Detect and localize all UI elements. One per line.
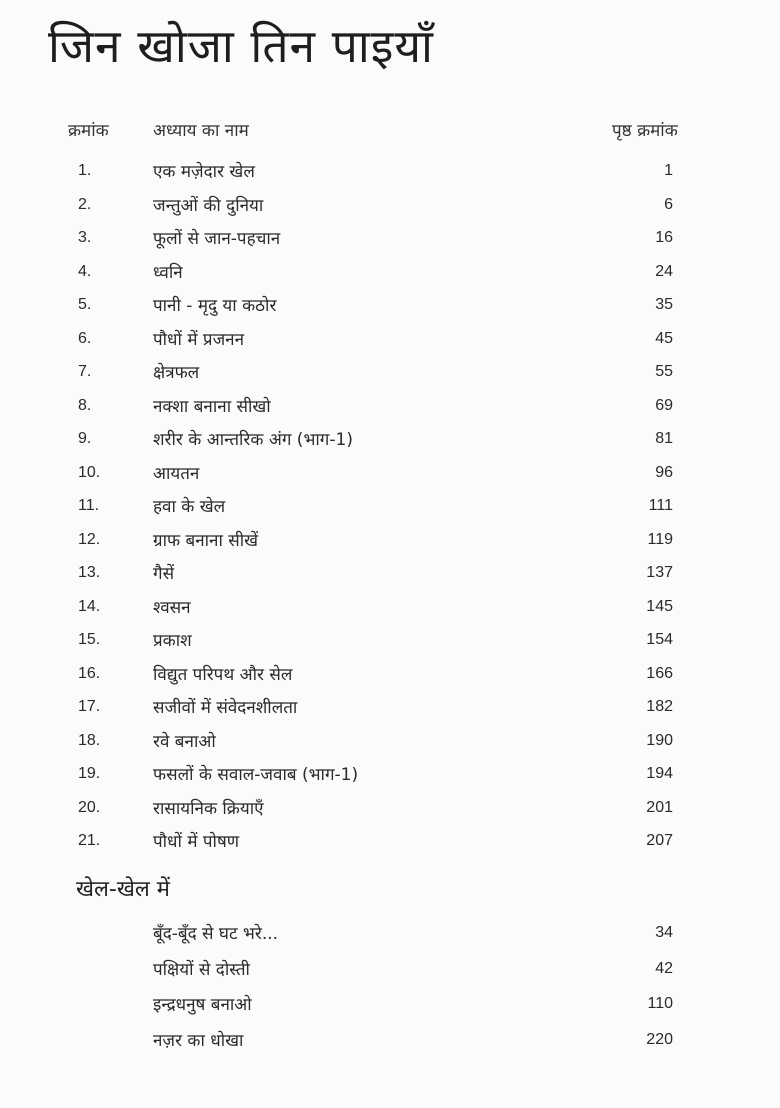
chapter-number: 9. <box>78 430 92 447</box>
chapter-name: फसलों के सवाल-जवाब (भाग-1) <box>153 765 359 785</box>
toc-row <box>0 989 780 1025</box>
chapter-name: सजीवों में संवेदनशीलता <box>153 698 298 718</box>
page-number: 220 <box>646 1030 673 1048</box>
chapter-number: 21. <box>78 832 101 849</box>
section-list <box>0 918 780 1060</box>
toc-row <box>0 625 780 659</box>
chapter-number: 3. <box>78 229 92 246</box>
page-number: 111 <box>648 497 673 514</box>
item-name: बूँद-बूँद से घट भरे... <box>153 924 279 944</box>
toc-row <box>0 759 780 793</box>
chapter-number: 13. <box>78 564 101 581</box>
item-name: नज़र का धोखा <box>153 1030 244 1051</box>
chapter-name: श्वसन <box>153 597 191 618</box>
page-title: जिन खोजा तिन पाइयाँ <box>48 19 434 73</box>
chapter-name: फूलों से जान-पहचान <box>153 229 281 249</box>
chapter-number: 8. <box>78 396 92 414</box>
toc-row <box>0 525 780 559</box>
chapter-number: 5. <box>78 296 92 313</box>
chapter-number: 14. <box>78 597 101 615</box>
chapter-name: पानी - मृदु या कठोर <box>153 296 277 316</box>
page-number: 207 <box>646 832 673 849</box>
page-number: 96 <box>655 463 673 481</box>
toc-row <box>0 1025 780 1061</box>
header-serial: क्रमांक <box>68 121 109 141</box>
toc-row <box>0 726 780 760</box>
chapter-name: रासायनिक क्रियाएँ <box>153 798 264 819</box>
page-number: 45 <box>655 329 673 347</box>
chapter-number: 10. <box>78 463 101 481</box>
section-title: खेल-खेल में <box>76 877 170 902</box>
header-chapter: अध्याय का नाम <box>153 121 249 141</box>
chapter-number: 11. <box>78 497 100 514</box>
chapter-name: विद्युत परिपथ और सेल <box>153 664 293 685</box>
chapter-number: 17. <box>78 698 101 715</box>
chapter-number: 15. <box>78 631 101 648</box>
item-name: इन्द्रधनुष बनाओ <box>153 995 252 1015</box>
toc-row <box>0 954 780 990</box>
chapter-number: 16. <box>78 664 101 682</box>
page-number: 69 <box>655 396 673 414</box>
toc-row <box>0 458 780 492</box>
toc-row <box>0 190 780 224</box>
toc-row <box>0 324 780 358</box>
toc-header <box>0 118 780 144</box>
chapter-number: 20. <box>78 798 101 816</box>
chapter-name: क्षेत्रफल <box>153 363 200 383</box>
chapter-name: पौधों में पोषण <box>153 832 240 852</box>
page-number: 154 <box>646 631 673 648</box>
chapter-name: गैसें <box>153 564 175 584</box>
page-number: 55 <box>655 363 673 380</box>
toc-row <box>0 223 780 257</box>
chapter-name: आयतन <box>153 463 200 484</box>
chapter-name: नक्शा बनाना सीखो <box>153 396 271 417</box>
page-number: 137 <box>646 564 673 581</box>
chapter-name: जन्तुओं की दुनिया <box>153 195 264 216</box>
page-number: 34 <box>655 924 673 941</box>
item-name: पक्षियों से दोस्ती <box>153 959 250 980</box>
chapter-name: प्रकाश <box>153 631 192 651</box>
chapter-number: 6. <box>78 329 92 347</box>
chapter-number: 2. <box>78 195 92 213</box>
page-number: 81 <box>655 430 673 447</box>
chapter-number: 1. <box>78 162 92 179</box>
toc-row <box>0 290 780 324</box>
chapter-name: पौधों में प्रजनन <box>153 329 245 350</box>
chapter-name: हवा के खेल <box>153 497 226 517</box>
page-number: 1 <box>664 162 673 179</box>
chapter-name: ग्राफ बनाना सीखें <box>153 530 259 551</box>
header-page: पृष्ठ क्रमांक <box>612 121 678 141</box>
page-number: 190 <box>646 731 673 749</box>
chapter-name: रवे बनाओ <box>153 731 216 752</box>
chapter-number: 18. <box>78 731 101 749</box>
toc-row <box>0 558 780 592</box>
toc-row <box>0 491 780 525</box>
chapter-name: शरीर के आन्तरिक अंग (भाग-1) <box>153 430 353 450</box>
chapter-number: 19. <box>78 765 101 782</box>
toc-row <box>0 357 780 391</box>
toc-row <box>0 659 780 693</box>
toc-row <box>0 918 780 954</box>
page-number: 24 <box>655 262 673 280</box>
page-number: 110 <box>647 995 673 1012</box>
page-number: 42 <box>655 959 673 977</box>
page-number: 201 <box>646 798 673 816</box>
chapter-name: एक मज़ेदार खेल <box>153 162 255 182</box>
toc-row <box>0 257 780 291</box>
page-number: 16 <box>655 229 673 246</box>
page-number: 35 <box>655 296 673 313</box>
page-number: 119 <box>647 530 673 548</box>
page-number: 166 <box>646 664 673 682</box>
chapter-number: 7. <box>78 363 92 380</box>
toc-row <box>0 391 780 425</box>
toc-row <box>0 793 780 827</box>
page-number: 6 <box>664 195 673 213</box>
page-number: 182 <box>646 698 673 715</box>
page-number: 145 <box>646 597 673 615</box>
chapter-name: ध्वनि <box>153 262 183 283</box>
toc-row <box>0 156 780 190</box>
toc-row <box>0 424 780 458</box>
toc-row <box>0 826 780 860</box>
page-number: 194 <box>646 765 673 782</box>
toc-row <box>0 692 780 726</box>
chapter-number: 12. <box>78 530 101 548</box>
toc-row <box>0 592 780 626</box>
chapter-number: 4. <box>78 262 92 280</box>
chapter-list <box>0 156 780 860</box>
